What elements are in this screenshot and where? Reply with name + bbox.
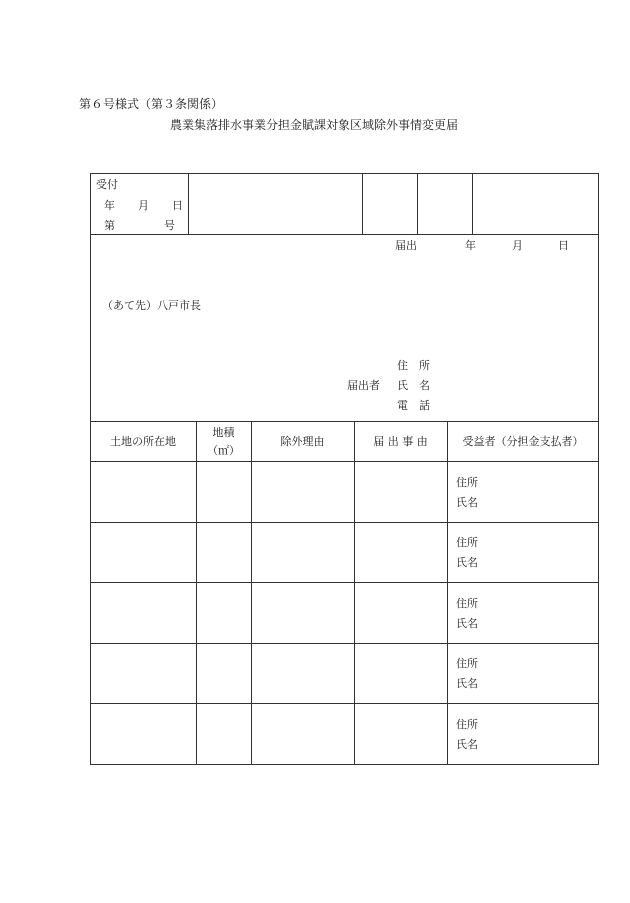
receipt-date: 年 月 日	[104, 199, 189, 212]
col-divider	[251, 421, 252, 765]
upper-divider	[90, 234, 599, 235]
row-address-label: 住所	[456, 597, 478, 610]
notifier-label: 届出者	[347, 379, 380, 392]
row-divider	[90, 582, 599, 583]
col-divider	[447, 421, 448, 765]
stamp-box-1	[362, 173, 418, 235]
row-address-label: 住所	[456, 657, 478, 670]
row-address-label: 住所	[456, 476, 478, 489]
header-exclusion-reason: 除外理由	[280, 435, 325, 448]
row-address-label: 住所	[456, 536, 478, 549]
header-area: 地積	[212, 426, 235, 439]
filed-month: 月	[512, 239, 523, 252]
row-divider	[90, 703, 599, 704]
header-location: 土地の所在地	[110, 435, 176, 448]
notifier-name-label: 氏 名	[397, 379, 430, 392]
stamp-box-3	[472, 173, 599, 235]
row-name-label: 氏名	[456, 677, 478, 690]
receipt-number-suffix: 号	[164, 219, 175, 232]
addressee: （あて先）八戸市長	[102, 299, 201, 312]
header-beneficiary: 受益者（分担金支払者）	[462, 435, 584, 448]
receipt-number-prefix: 第	[104, 219, 115, 232]
row-divider	[90, 643, 599, 644]
filed-day: 日	[558, 239, 569, 252]
form-number: 第６号様式（第３条関係）	[79, 97, 224, 111]
col-divider	[354, 421, 355, 765]
header-filing-reason: 届 出 事 由	[373, 435, 428, 448]
filed-year: 年	[465, 239, 476, 252]
col-divider	[196, 421, 197, 765]
filed-label: 届出	[395, 239, 417, 252]
row-name-label: 氏名	[456, 556, 478, 569]
stamp-box-2	[417, 173, 473, 235]
row-name-label: 氏名	[456, 496, 478, 509]
row-divider	[90, 522, 599, 523]
form-title: 農業集落排水事業分担金賦課対象区域除外事情変更届	[170, 118, 459, 132]
row-address-label: 住所	[456, 718, 478, 731]
table-frame	[90, 421, 599, 765]
row-name-label: 氏名	[456, 617, 478, 630]
notifier-phone-label: 電 話	[397, 399, 430, 412]
row-name-label: 氏名	[456, 738, 478, 751]
notifier-address-label: 住 所	[397, 359, 430, 372]
header-area-unit: （㎡）	[207, 444, 240, 457]
row-divider	[90, 461, 599, 462]
receipt-label: 受付	[96, 178, 118, 191]
